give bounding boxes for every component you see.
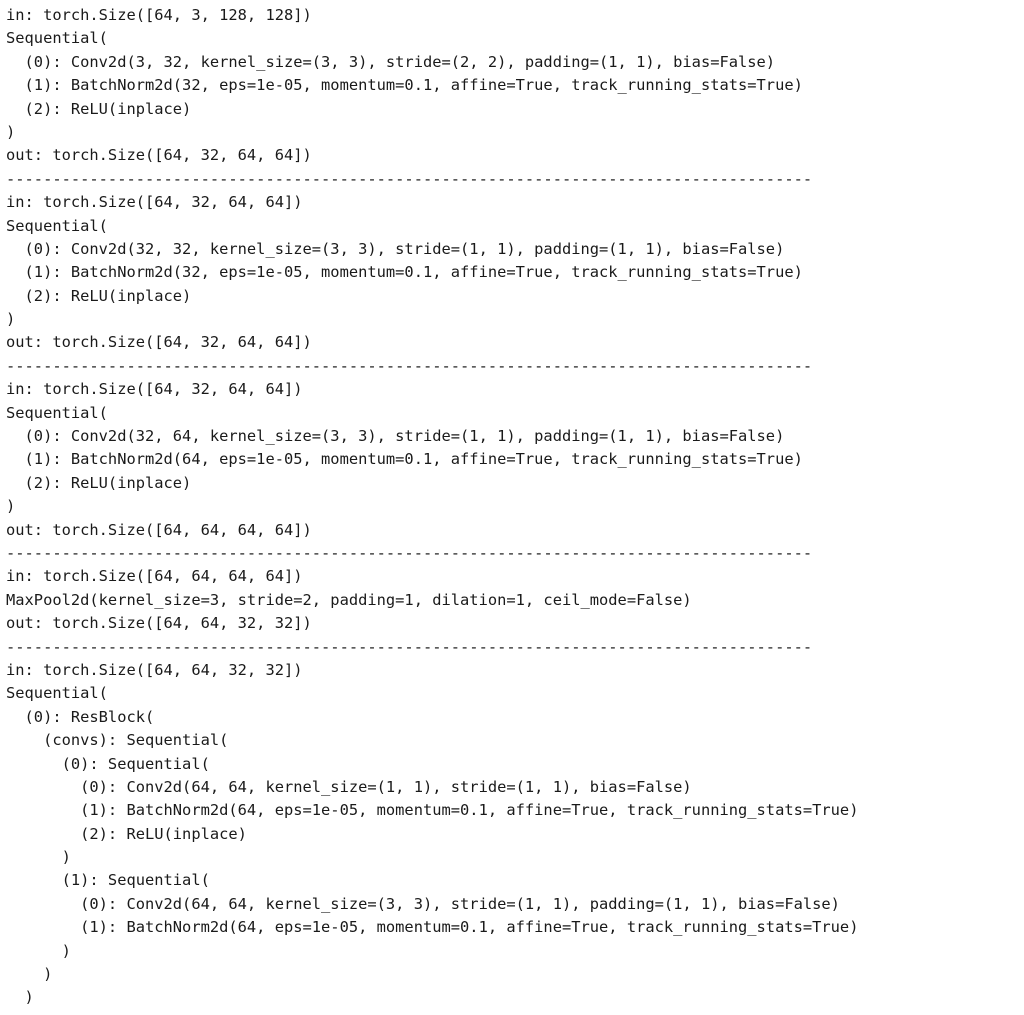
separator-line: --------------------------------------------------------------------------------------- <box>6 543 813 562</box>
output-line: in: torch.Size([64, 32, 64, 64]) <box>6 193 303 212</box>
output-line: (0): Conv2d(3, 32, kernel_size=(3, 3), stride=(2, 2), padding=(1, 1), bias=False) <box>6 52 776 71</box>
output-line: (1): BatchNorm2d(64, eps=1e-05, momentum=0.1, affine=True, track_running_stats=True) <box>6 918 859 937</box>
output-line: ) <box>6 965 53 984</box>
output-line: (1): BatchNorm2d(64, eps=1e-05, momentum=0.1, affine=True, track_running_stats=True) <box>6 450 803 469</box>
output-line: (0): Conv2d(32, 64, kernel_size=(3, 3), stride=(1, 1), padding=(1, 1), bias=False) <box>6 427 785 446</box>
output-line: in: torch.Size([64, 32, 64, 64]) <box>6 380 303 399</box>
output-line: in: torch.Size([64, 3, 128, 128]) <box>6 6 312 24</box>
output-line: (0): ResBlock( <box>6 707 155 726</box>
output-line: (0): Conv2d(32, 32, kernel_size=(3, 3), stride=(1, 1), padding=(1, 1), bias=False) <box>6 239 785 258</box>
output-line: in: torch.Size([64, 64, 64, 64]) <box>6 567 303 586</box>
separator-line: --------------------------------------------------------------------------------------- <box>6 356 813 375</box>
output-line: (2): ReLU(inplace) <box>6 286 192 305</box>
output-line: ) <box>6 310 16 329</box>
output-line: (0): Sequential( <box>6 754 210 773</box>
output-line: (2): ReLU(inplace) <box>6 473 192 492</box>
output-line: out: torch.Size([64, 64, 32, 32]) <box>6 614 312 633</box>
output-line: (convs): Sequential( <box>6 731 229 750</box>
output-line: ) <box>6 848 71 867</box>
separator-line: --------------------------------------------------------------------------------------- <box>6 637 813 656</box>
output-line: MaxPool2d(kernel_size=3, stride=2, padding=1, dilation=1, ceil_mode=False) <box>6 590 692 609</box>
output-line: (2): ReLU(inplace) <box>6 99 192 118</box>
output-line: in: torch.Size([64, 64, 32, 32]) <box>6 660 303 679</box>
output-line: ) <box>6 941 71 960</box>
output-line: ) <box>6 122 16 141</box>
output-line: ) <box>6 497 16 516</box>
output-line: out: torch.Size([64, 32, 64, 64]) <box>6 333 312 352</box>
output-line: Sequential( <box>6 403 108 422</box>
output-line: (1): BatchNorm2d(32, eps=1e-05, momentum=0.1, affine=True, track_running_stats=True) <box>6 263 803 282</box>
separator-line: --------------------------------------------------------------------------------------- <box>6 169 813 188</box>
output-line: (1): BatchNorm2d(64, eps=1e-05, momentum=0.1, affine=True, track_running_stats=True) <box>6 801 859 820</box>
output-line: (2): ReLU(inplace) <box>6 824 247 843</box>
output-line: (1): BatchNorm2d(32, eps=1e-05, momentum=0.1, affine=True, track_running_stats=True) <box>6 76 803 95</box>
output-line: Sequential( <box>6 29 108 48</box>
output-line: (0): Conv2d(64, 64, kernel_size=(3, 3), stride=(1, 1), padding=(1, 1), bias=False) <box>6 894 840 913</box>
output-line: Sequential( <box>6 684 108 703</box>
output-line: (1): Sequential( <box>6 871 210 890</box>
output-line: out: torch.Size([64, 64, 64, 64]) <box>6 520 312 539</box>
output-line: (0): Conv2d(64, 64, kernel_size=(1, 1), stride=(1, 1), bias=False) <box>6 777 692 796</box>
output-line: ) <box>6 988 34 1007</box>
output-line: Sequential( <box>6 216 108 235</box>
output-line: out: torch.Size([64, 32, 64, 64]) <box>6 146 312 165</box>
